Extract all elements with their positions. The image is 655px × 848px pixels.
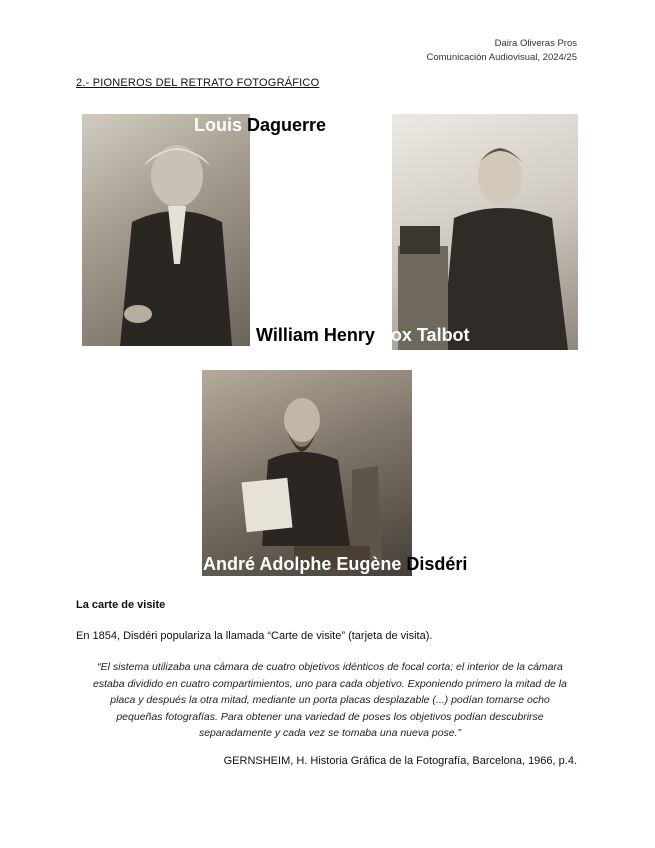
header-course: Comunicación Audiovisual, 2024/25 bbox=[426, 52, 577, 63]
daguerre-portrait bbox=[82, 114, 250, 346]
talbot-portrait bbox=[392, 114, 578, 350]
daguerre-caption bbox=[194, 115, 326, 136]
citation: GERNSHEIM, H. Historia Gráfica de la Fotografía, Barcelona, 1966, p.4. bbox=[223, 755, 577, 767]
subheading: La carte de visite bbox=[76, 599, 166, 611]
section-title: 2.- PIONEROS DEL RETRATO FOTOGRÁFICO bbox=[76, 77, 320, 89]
quote: “El sistema utilizaba una cámara de cuatro objetivos idénticos de focal corta; el interior de la cámara estaba dividido en cuatro compartimientos, uno para cada objetivo. Exponiendo primero la mitad de la placa y después la otra mitad, mediante un porta placas desplazable (...) podían tomarse ocho pequeñas fotografías. Para obtener una variedad de poses los objetivos podían descubrirse separadamente y cada vez se tomaba una nueva pose.” bbox=[93, 661, 567, 739]
disderi-portrait bbox=[202, 370, 412, 576]
disderi-caption bbox=[203, 554, 467, 575]
talbot-caption bbox=[256, 325, 470, 346]
talbot-caption-last: Fox Talbot bbox=[379, 325, 470, 345]
daguerre-caption-first: Louis bbox=[194, 115, 242, 135]
daguerre-caption-last: Daguerre bbox=[247, 115, 327, 135]
paragraph: En 1854, Disdéri populariza la llamada “Carte de visite” (tarjeta de visita). bbox=[76, 630, 433, 642]
header-author: Daira Oliveras Pros bbox=[494, 38, 577, 49]
disderi-caption-first: André Adolphe Eugène bbox=[203, 554, 402, 574]
disderi-caption-last: Disdéri bbox=[406, 554, 468, 574]
talbot-caption-first: William Henry bbox=[256, 325, 375, 345]
